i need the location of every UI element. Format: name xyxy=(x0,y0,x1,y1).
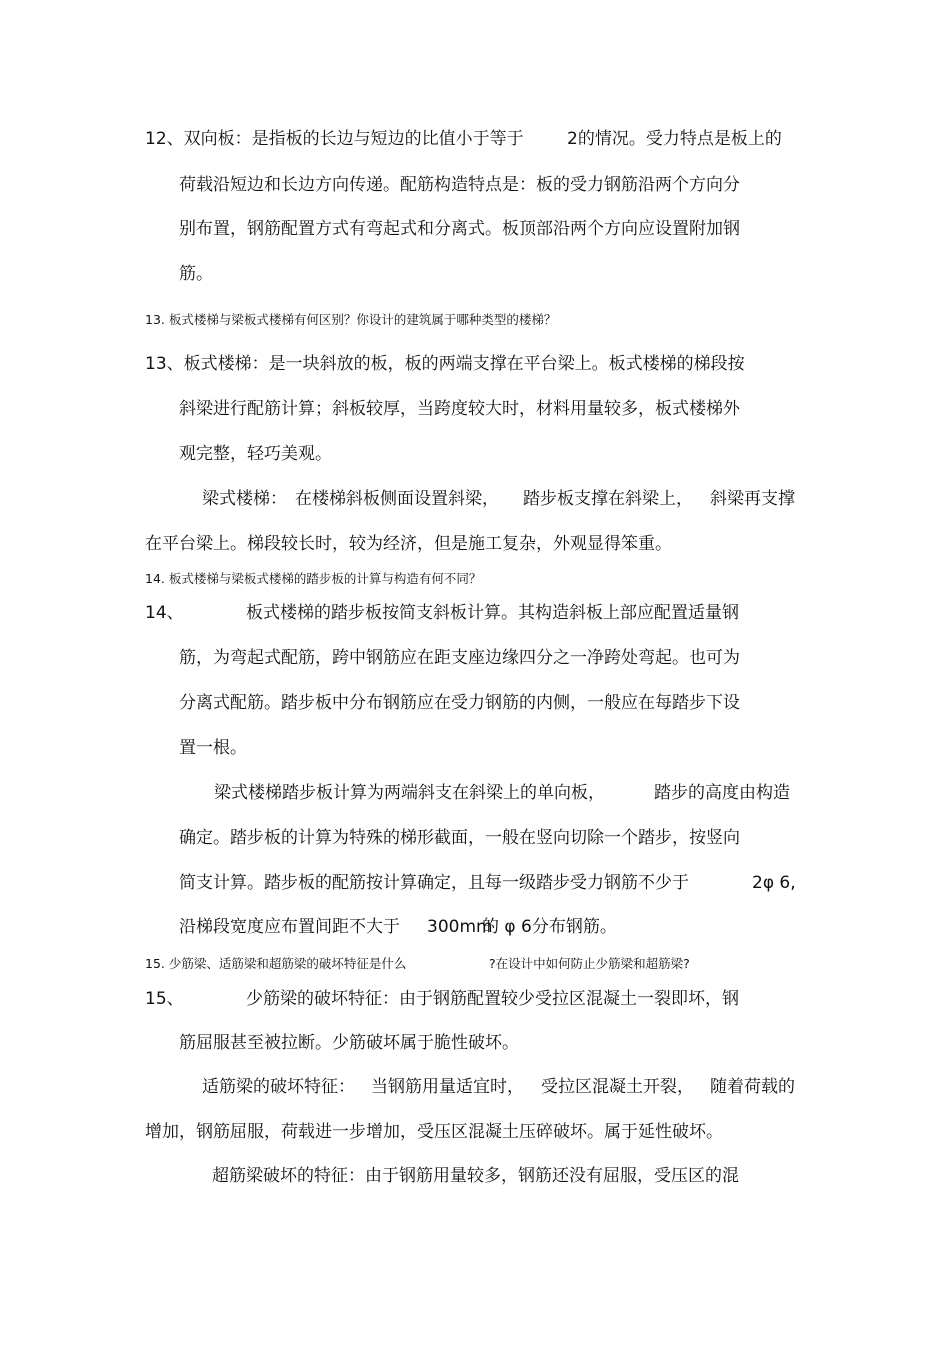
q15-question-b: ?在设计中如何防止少筋梁和超筋梁? xyxy=(489,956,690,971)
q14-number: 14、 xyxy=(145,603,184,623)
q12-line4: 筋。 xyxy=(179,264,213,284)
q15-line3b: 当钢筋用量适宜时， xyxy=(371,1077,524,1097)
q14-question: 14. 板式楼梯与梁板式楼梯的踏步板的计算与构造有何不同？ xyxy=(145,571,482,586)
q13-question: 13. 板式楼梯与梁板式楼梯有何区别？你设计的建筑属于哪种类型的楼梯？ xyxy=(145,312,557,327)
q15-line2: 筋屈服甚至被拉断。少筋破坏属于脆性破坏。 xyxy=(179,1033,519,1053)
q12-line3: 别布置，钢筋配置方式有弯起式和分离式。板顶部沿两个方向应设置附加钢 xyxy=(179,219,740,239)
q14-line4: 置一根。 xyxy=(179,738,247,758)
q14-line7a: 简支计算。踏步板的配筋按计算确定，且每一级踏步受力钢筋不少于 xyxy=(179,873,689,893)
q13-line4c: 踏步板支撑在斜梁上， xyxy=(523,489,693,509)
q13-line5: 在平台梁上。梯段较长时，较为经济，但是施工复杂，外观显得笨重。 xyxy=(145,534,672,554)
q13-line2: 斜梁进行配筋计算；斜板较厚，当跨度较大时，材料用量较多，板式楼梯外 xyxy=(179,399,740,419)
q15-line1: 少筋梁的破坏特征：由于钢筋配置较少受拉区混凝土一裂即坏，钢 xyxy=(246,989,739,1009)
q14-line1: 板式楼梯的踏步板按简支斜板计算。其构造斜板上部应配置适量钢 xyxy=(246,603,739,623)
q14-line7b: 2φ 6, xyxy=(752,873,796,893)
q12-line1a: 12、双向板：是指板的长边与短边的比值小于等于 xyxy=(145,129,524,149)
q14-line3: 分离式配筋。踏步板中分布钢筋应在受力钢筋的内侧，一般应在每踏步下设 xyxy=(179,693,740,713)
q14-line5a: 梁式楼梯踏步板计算为两端斜支在斜梁上的单向板， xyxy=(214,783,605,803)
q15-line5: 超筋梁破坏的特征：由于钢筋用量较多，钢筋还没有屈服，受压区的混 xyxy=(212,1166,739,1186)
q13-line4b: 在楼梯斜板侧面设置斜梁， xyxy=(295,489,499,509)
q12-line2: 荷载沿短边和长边方向传递。配筋构造特点是：板的受力钢筋沿两个方向分 xyxy=(179,175,740,195)
q13-line4d: 斜梁再支撑 xyxy=(710,489,795,509)
q14-line8a: 沿梯段宽度应布置间距不大于 xyxy=(179,917,400,937)
q13-line1: 13、板式楼梯：是一块斜放的板，板的两端支撑在平台梁上。板式楼梯的梯段按 xyxy=(145,354,745,374)
q14-line2: 筋，为弯起式配筋，跨中钢筋应在距支座边缘四分之一净跨处弯起。也可为 xyxy=(179,648,740,668)
q14-line5b: 踏步的高度由构造 xyxy=(654,783,790,803)
q15-line3c: 受拉区混凝土开裂， xyxy=(541,1077,694,1097)
q15-number: 15、 xyxy=(145,989,184,1009)
q15-line3d: 随着荷载的 xyxy=(710,1077,795,1097)
q14-line8c: 的 φ 6分布钢筋。 xyxy=(482,917,617,937)
q13-line3: 观完整，轻巧美观。 xyxy=(179,444,332,464)
q12-line1b: 2的情况。受力特点是板上的 xyxy=(567,129,782,149)
q14-line8b: 300mm xyxy=(427,917,493,937)
q15-line4: 增加，钢筋屈服，荷载进一步增加，受压区混凝土压碎破坏。属于延性破坏。 xyxy=(145,1122,723,1142)
q14-line6: 确定。踏步板的计算为特殊的梯形截面，一般在竖向切除一个踏步，按竖向 xyxy=(179,828,740,848)
q15-question-a: 15. 少筋梁、适筋梁和超筋梁的破坏特征是什么 xyxy=(145,956,407,971)
q15-line3a: 适筋梁的破坏特征： xyxy=(202,1077,355,1097)
q13-line4a: 梁式楼梯： xyxy=(202,489,287,509)
